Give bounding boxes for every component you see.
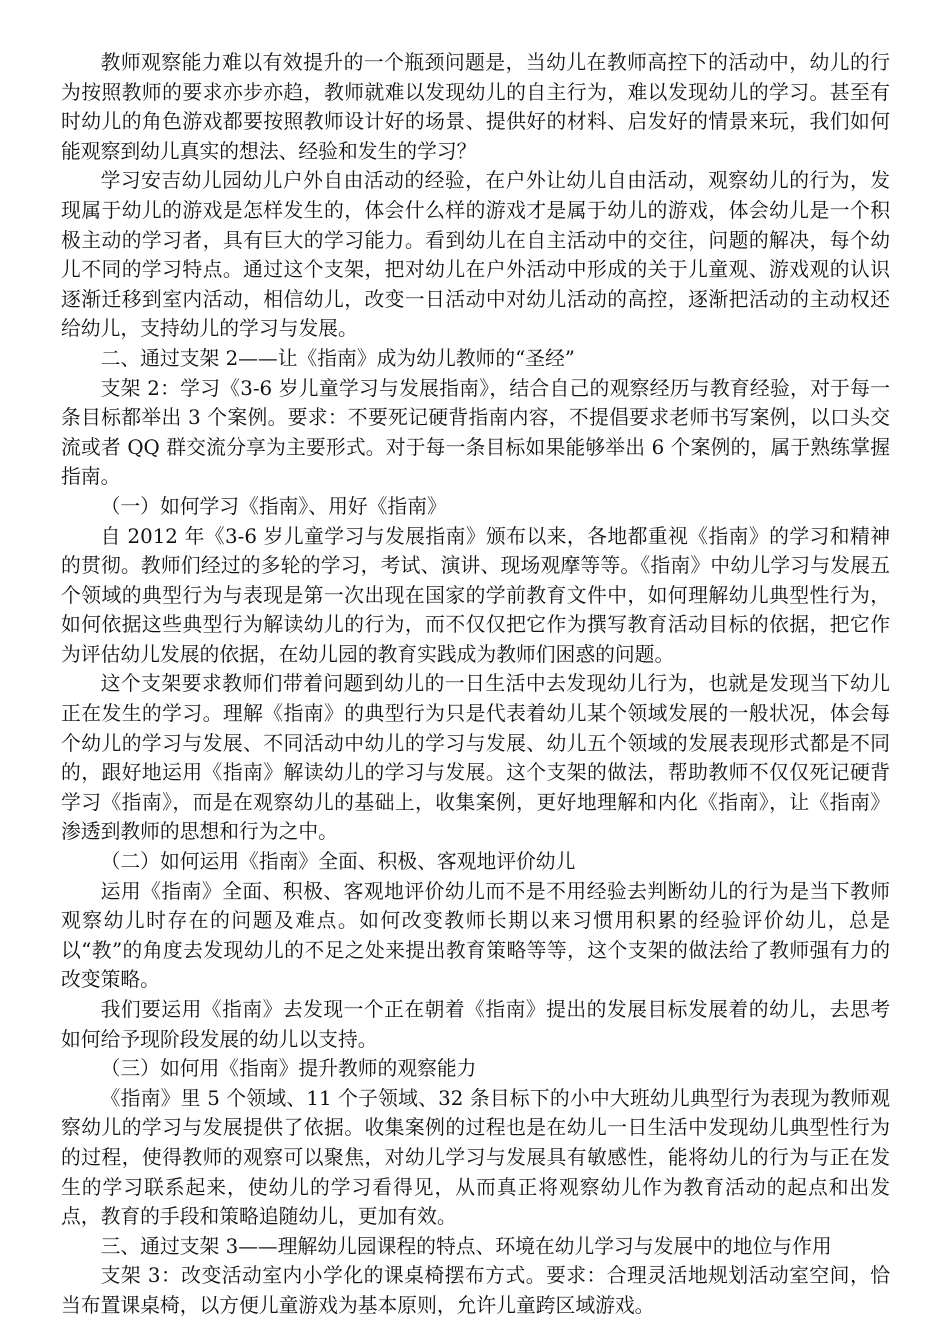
paragraph-scaffold-3: 支架 3：改变活动室内小学化的课桌椅摆布方式。要求：合理灵活地规划活动室空间，恰当布置课桌椅，以方便儿童游戏为基本原则，允许儿童跨区域游戏。: [61, 1264, 890, 1317]
paragraph-scaffold-2: 支架 2：学习《3-6 岁儿童学习与发展指南》，结合自己的观察经历与教育经验，对于每一条目标都举出 3 个案例。要求：不要死记硬背指南内容，不提倡要求老师书写案例，以口头交流或者 QQ 群交流分享为主要形式。对于每一条目标如果能够举出 6 个案例的，属于熟练掌握指南。: [61, 376, 890, 489]
section-heading-3: 三、通过支架 3——理解幼儿园课程的特点、环境在幼儿学习与发展中的地位与作用: [100, 1234, 832, 1258]
paragraph-evaluation: 运用《指南》全面、积极、客观地评价幼儿而不是不用经验去判断幼儿的行为是当下教师观察幼儿时存在的问题及难点。如何改变教师长期以来习惯用积累的经验评价幼儿，总是以“教”的角度去发现幼儿的不足之处来提出教育策略等等，这个支架的做法给了教师强有力的改变策略。: [61, 879, 890, 992]
paragraph-support: 我们要运用《指南》去发现一个正在朝着《指南》提出的发展目标发展着的幼儿，去思考如何给予现阶段发展的幼儿以支持。: [61, 998, 890, 1051]
paragraph-guide-since-2012: 自 2012 年《3-6 岁儿童学习与发展指南》颁布以来，各地都重视《指南》的学习和精神的贯彻。教师们经过的多轮的学习，考试、演讲、现场观摩等等。《指南》中幼儿学习与发展五个领域的典型行为与表现是第一次出现在国家的学前教育文件中，如何理解幼儿典型性行为，如何依据这些典型行为解读幼儿的行为，而不仅仅把它作为撰写教育活动目标的依据，把它作为评估幼儿发展的依据，在幼儿园的教育实践成为教师们困惑的问题。: [61, 524, 890, 666]
paragraph-observation-ability: 《指南》里 5 个领域、11 个子领域、32 条目标下的小中大班幼儿典型行为表现为教师观察幼儿的学习与发展提供了依据。收集案例的过程也是在幼儿一日生活中发现幼儿典型性行为的过程，使得教师的观察可以聚焦，对幼儿学习与发展具有敏感性，能将幼儿的行为与正在发生的学习联系起来，使幼儿的学习看得见，从而真正将观察幼儿作为教育活动的起点和出发点，教育的手段和策略追随幼儿，更加有效。: [61, 1086, 890, 1229]
section-heading-2: 二、通过支架 2——让《指南》成为幼儿教师的“圣经”: [100, 346, 575, 370]
subheading-3: （三）如何用《指南》提升教师的观察能力: [100, 1057, 477, 1081]
subheading-1: （一）如何学习《指南》、用好《指南》: [100, 494, 447, 518]
subheading-2: （二）如何运用《指南》全面、积极、客观地评价幼儿: [100, 850, 576, 874]
paragraph-observation-bottleneck: 教师观察能力难以有效提升的一个瓶颈问题是，当幼儿在教师高控下的活动中，幼儿的行为按照教师的要求亦步亦趋，教师就难以发现幼儿的自主行为，难以发现幼儿的学习。甚至有时幼儿的角色游戏都要按照教师设计好的场景、提供好的材料、启发好的情景来玩，我们如何能观察到幼儿真实的想法、经验和发生的学习？: [61, 51, 890, 163]
paragraph-anji-experience: 学习安吉幼儿园幼儿户外自由活动的经验，在户外让幼儿自由活动，观察幼儿的行为，发现属于幼儿的游戏是怎样发生的，体会什么样的游戏才是属于幼儿的游戏，体会幼儿是一个积极主动的学习者，具有巨大的学习能力。看到幼儿在自主活动中的交往，问题的解决，每个幼儿不同的学习特点。通过这个支架，把对幼儿在户外活动中形成的关于儿童观、游戏观的认识逐渐迁移到室内活动，相信幼儿，改变一日活动中对幼儿活动的高控，逐渐把活动的主动权还给幼儿，支持幼儿的学习与发展。: [61, 169, 890, 341]
paragraph-scaffold-requirement: 这个支架要求教师们带着问题到幼儿的一日生活中去发现幼儿行为，也就是发现当下幼儿正在发生的学习。理解《指南》的典型行为只是代表着幼儿某个领域发展的一般状况，体会每个幼儿的学习与发展、不同活动中幼儿的学习与发展、幼儿五个领域的发展表现形式都是不同的，跟好地运用《指南》解读幼儿的学习与发展。这个支架的做法，帮助教师不仅仅死记硬背学习《指南》，而是在观察幼儿的基础上，收集案例，更好地理解和内化《指南》，让《指南》渗透到教师的思想和行为之中。: [61, 672, 890, 844]
